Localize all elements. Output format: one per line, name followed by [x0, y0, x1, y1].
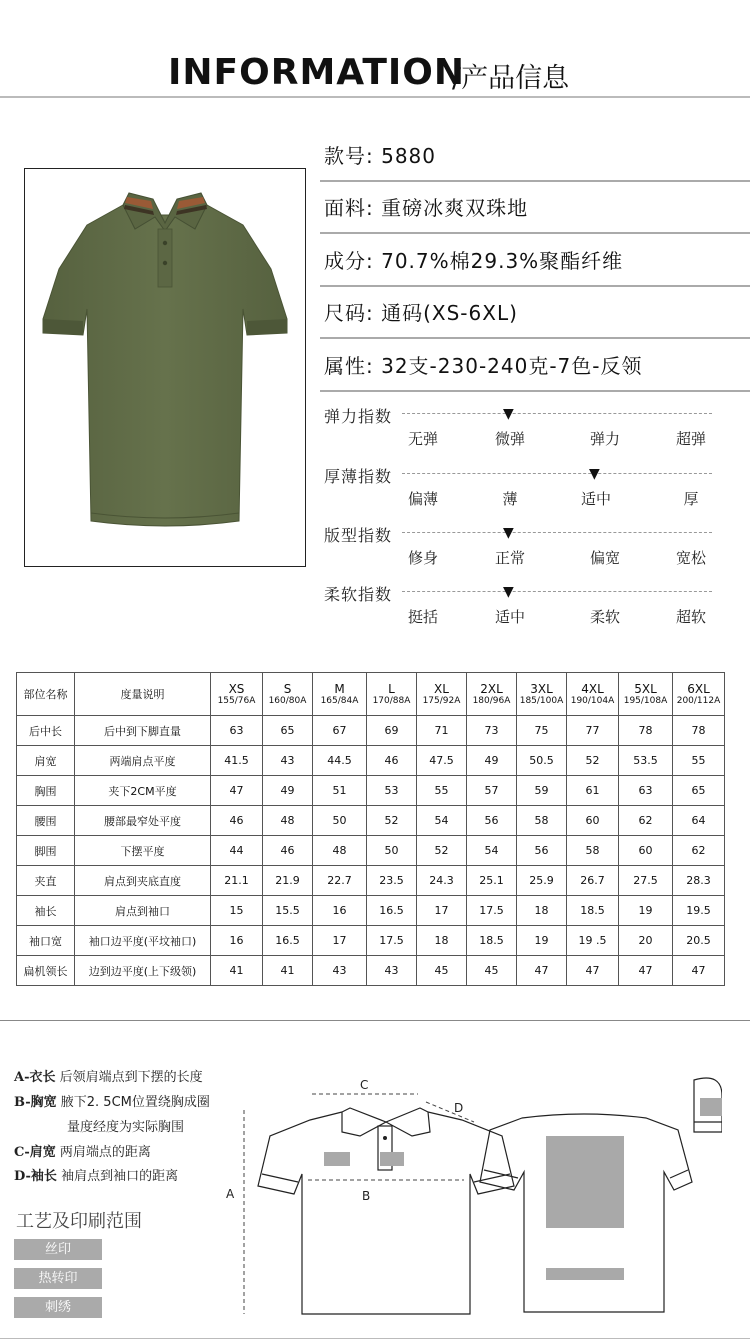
spec-value: 5880 [381, 144, 437, 168]
index-option: 适中 [494, 608, 525, 626]
table-cell: 22.7 [313, 866, 367, 896]
table-cell: 18.5 [567, 896, 619, 926]
table-row [17, 836, 725, 866]
index-option: 无弹 [407, 430, 438, 448]
spec-label: 款号: [324, 144, 374, 168]
table-cell: 18 [417, 926, 467, 956]
table-row [17, 896, 725, 926]
index-marker-icon: ▼ [589, 466, 600, 482]
product-photo [24, 168, 306, 567]
size-header-cell: XS 155/76A [211, 673, 263, 716]
row-measure-desc: 肩点到夹底直度 [75, 866, 211, 896]
measurement-diagram [222, 1066, 722, 1330]
size-header-cell: M 165/84A [313, 673, 367, 716]
table-cell: 17 [313, 926, 367, 956]
craft-item-embroidery: 刺绣 [14, 1297, 102, 1318]
table-cell: 65 [673, 776, 725, 806]
table-row [17, 776, 725, 806]
index-thickness [320, 464, 750, 524]
index-option: 偏宽 [589, 549, 620, 567]
table-cell: 50.5 [517, 746, 567, 776]
spec-label: 成分: [324, 249, 374, 273]
legend-item-b: B-胸宽 腋下2. 5CM位置绕胸成圈 [14, 1095, 210, 1110]
index-title: 版型指数 [324, 526, 393, 545]
table-cell: 21.9 [263, 866, 313, 896]
table-cell: 45 [467, 956, 517, 986]
table-cell: 52 [417, 836, 467, 866]
table-cell: 47 [211, 776, 263, 806]
table-cell: 61 [567, 776, 619, 806]
table-cell: 44.5 [313, 746, 367, 776]
legend-item-a: A-衣长 后领肩端点到下摆的长度 [14, 1070, 203, 1085]
table-cell: 62 [619, 806, 673, 836]
table-cell: 18 [517, 896, 567, 926]
table-cell: 19 [517, 926, 567, 956]
table-cell: 60 [619, 836, 673, 866]
section-divider [0, 1020, 750, 1021]
header-title-en: INFORMATION [168, 52, 466, 93]
table-cell: 19.5 [673, 896, 725, 926]
row-part-name: 夹直 [17, 866, 75, 896]
row-part-name: 胸围 [17, 776, 75, 806]
index-elasticity [320, 404, 750, 464]
table-cell: 77 [567, 716, 619, 746]
print-area-back-hem [546, 1268, 624, 1280]
size-table-body [17, 716, 725, 986]
measure-line-d [426, 1102, 474, 1122]
index-option: 适中 [580, 490, 611, 508]
index-option: 柔软 [589, 608, 620, 626]
table-cell: 17.5 [367, 926, 417, 956]
table-cell: 47 [619, 956, 673, 986]
spec-label: 尺码: [324, 301, 374, 325]
spec-value: 32支-230-240克-7色-反领 [381, 354, 643, 378]
table-cell: 78 [673, 716, 725, 746]
table-row [17, 806, 725, 836]
index-option: 正常 [494, 549, 525, 567]
table-cell: 78 [619, 716, 673, 746]
table-cell: 65 [263, 716, 313, 746]
craft-title: 工艺及印刷范围 [16, 1211, 142, 1232]
table-cell: 59 [517, 776, 567, 806]
print-area-left-chest [324, 1152, 350, 1166]
spec-fabric [320, 182, 750, 234]
size-header-cell: L 170/88A [367, 673, 417, 716]
index-title: 柔软指数 [324, 585, 393, 604]
table-row [17, 926, 725, 956]
size-table [16, 672, 725, 986]
craft-item-screen-print: 丝印 [14, 1239, 102, 1260]
page-header [0, 40, 750, 100]
row-measure-desc: 边到边平度(上下级领) [75, 956, 211, 986]
table-cell: 43 [367, 956, 417, 986]
table-cell: 54 [467, 836, 517, 866]
legend-item-b-cont: 量度经度为实际胸围 [67, 1120, 185, 1135]
table-cell: 52 [567, 746, 619, 776]
index-scale-line [402, 473, 712, 474]
spec-style-number [320, 130, 750, 182]
spec-value: 70.7%棉29.3%聚酯纤维 [381, 249, 624, 273]
row-measure-desc: 夹下2CM平度 [75, 776, 211, 806]
table-cell: 57 [467, 776, 517, 806]
size-header-cell: 6XL 200/112A [673, 673, 725, 716]
index-option: 修身 [407, 549, 438, 567]
index-marker-icon: ▼ [503, 584, 514, 600]
table-cell: 47.5 [417, 746, 467, 776]
index-scale-line [402, 532, 712, 533]
row-measure-desc: 后中到下脚直量 [75, 716, 211, 746]
label-d: D [454, 1101, 464, 1115]
table-cell: 56 [517, 836, 567, 866]
index-option: 偏薄 [407, 490, 438, 508]
table-cell: 25.1 [467, 866, 517, 896]
row-measure-desc: 腰部最窄处平度 [75, 806, 211, 836]
index-option: 超软 [675, 608, 706, 626]
row-part-name: 脚围 [17, 836, 75, 866]
size-header-cell: XL 175/92A [417, 673, 467, 716]
size-header-cell: 2XL 180/96A [467, 673, 517, 716]
spec-attributes [320, 340, 750, 392]
index-option: 弹力 [589, 430, 620, 448]
index-title: 弹力指数 [324, 407, 393, 426]
index-option: 超弹 [675, 430, 706, 448]
index-fit [320, 523, 750, 583]
table-row [17, 956, 725, 986]
table-cell: 55 [673, 746, 725, 776]
table-cell: 16 [211, 926, 263, 956]
table-cell: 16 [313, 896, 367, 926]
index-option: 薄 [502, 490, 518, 508]
table-cell: 18.5 [467, 926, 517, 956]
table-cell: 69 [367, 716, 417, 746]
table-cell: 56 [467, 806, 517, 836]
size-header-cell: 5XL 195/108A [619, 673, 673, 716]
spec-divider [320, 390, 750, 392]
header-desc: 度量说明 [75, 673, 211, 716]
table-cell: 28.3 [673, 866, 725, 896]
spec-composition [320, 235, 750, 287]
table-cell: 45 [417, 956, 467, 986]
table-cell: 51 [313, 776, 367, 806]
index-option: 微弹 [494, 430, 525, 448]
table-cell: 15.5 [263, 896, 313, 926]
table-cell: 17 [417, 896, 467, 926]
size-header-cell: 4XL 190/104A [567, 673, 619, 716]
table-cell: 41.5 [211, 746, 263, 776]
table-cell: 52 [367, 806, 417, 836]
row-part-name: 袖口宽 [17, 926, 75, 956]
row-part-name: 后中长 [17, 716, 75, 746]
craft-item-heat-transfer: 热转印 [14, 1268, 102, 1289]
row-part-name: 袖长 [17, 896, 75, 926]
table-cell: 48 [313, 836, 367, 866]
table-cell: 63 [211, 716, 263, 746]
table-cell: 49 [467, 746, 517, 776]
header-divider [0, 96, 750, 98]
index-option: 宽松 [675, 549, 706, 567]
table-cell: 25.9 [517, 866, 567, 896]
table-cell: 21.1 [211, 866, 263, 896]
table-cell: 43 [263, 746, 313, 776]
spec-size [320, 287, 750, 339]
table-cell: 47 [567, 956, 619, 986]
table-cell: 53 [367, 776, 417, 806]
table-cell: 67 [313, 716, 367, 746]
table-row [17, 866, 725, 896]
header-title-cn: /产品信息 [452, 63, 570, 94]
table-cell: 71 [417, 716, 467, 746]
table-cell: 49 [263, 776, 313, 806]
row-measure-desc: 袖口边平度(平坟袖口) [75, 926, 211, 956]
size-header-cell: 3XL 185/100A [517, 673, 567, 716]
table-cell: 46 [367, 746, 417, 776]
index-marker-icon: ▼ [503, 406, 514, 422]
table-cell: 62 [673, 836, 725, 866]
label-c: C [360, 1078, 369, 1092]
table-cell: 19 [619, 896, 673, 926]
table-cell: 46 [263, 836, 313, 866]
size-table-header [17, 673, 725, 716]
table-cell: 58 [517, 806, 567, 836]
table-cell: 20 [619, 926, 673, 956]
table-cell: 58 [567, 836, 619, 866]
index-marker-icon: ▼ [503, 525, 514, 541]
table-cell: 43 [313, 956, 367, 986]
spec-divider [320, 232, 750, 234]
spec-divider [320, 337, 750, 339]
table-cell: 50 [313, 806, 367, 836]
button-icon [383, 1136, 387, 1140]
row-measure-desc: 肩点到袖口 [75, 896, 211, 926]
index-scale-line [402, 413, 712, 414]
table-cell: 75 [517, 716, 567, 746]
index-option: 厚 [683, 490, 699, 508]
table-cell: 47 [517, 956, 567, 986]
table-cell: 16.5 [263, 926, 313, 956]
table-cell: 41 [263, 956, 313, 986]
index-softness [320, 582, 750, 642]
bottom-divider [0, 1338, 750, 1339]
table-cell: 55 [417, 776, 467, 806]
label-a: A [226, 1187, 235, 1201]
header-part: 部位名称 [17, 673, 75, 716]
spec-label: 属性: [324, 354, 374, 378]
table-cell: 24.3 [417, 866, 467, 896]
row-measure-desc: 两端肩点平度 [75, 746, 211, 776]
spec-value: 重磅冰爽双珠地 [381, 196, 529, 220]
table-cell: 53.5 [619, 746, 673, 776]
table-cell: 16.5 [367, 896, 417, 926]
label-b: B [362, 1189, 371, 1203]
print-area-collar [700, 1098, 722, 1116]
size-header-cell: S 160/80A [263, 673, 313, 716]
table-cell: 48 [263, 806, 313, 836]
table-cell: 54 [417, 806, 467, 836]
legend-item-d: D-袖长 袖肩点到袖口的距离 [14, 1169, 179, 1184]
table-cell: 27.5 [619, 866, 673, 896]
table-cell: 23.5 [367, 866, 417, 896]
table-cell: 15 [211, 896, 263, 926]
print-area-right-chest [380, 1152, 404, 1166]
index-scale-line [402, 591, 712, 592]
index-option: 挺括 [407, 608, 438, 626]
table-cell: 47 [673, 956, 725, 986]
print-area-back [546, 1136, 624, 1228]
table-cell: 19 .5 [567, 926, 619, 956]
table-cell: 63 [619, 776, 673, 806]
table-row [17, 716, 725, 746]
table-row [17, 746, 725, 776]
table-cell: 73 [467, 716, 517, 746]
table-cell: 60 [567, 806, 619, 836]
polo-shirt-image [25, 169, 305, 566]
table-cell: 41 [211, 956, 263, 986]
table-cell: 26.7 [567, 866, 619, 896]
table-cell: 64 [673, 806, 725, 836]
index-title: 厚薄指数 [324, 467, 393, 486]
row-part-name: 腰围 [17, 806, 75, 836]
spec-value: 通码(XS-6XL) [381, 301, 518, 325]
row-measure-desc: 下摆平度 [75, 836, 211, 866]
legend-item-c: C-肩宽 两肩端点的距离 [14, 1145, 151, 1160]
row-part-name: 肩宽 [17, 746, 75, 776]
table-cell: 50 [367, 836, 417, 866]
table-cell: 17.5 [467, 896, 517, 926]
table-cell: 20.5 [673, 926, 725, 956]
table-cell: 46 [211, 806, 263, 836]
table-cell: 44 [211, 836, 263, 866]
spec-label: 面料: [324, 196, 374, 220]
row-part-name: 扁机领长 [17, 956, 75, 986]
